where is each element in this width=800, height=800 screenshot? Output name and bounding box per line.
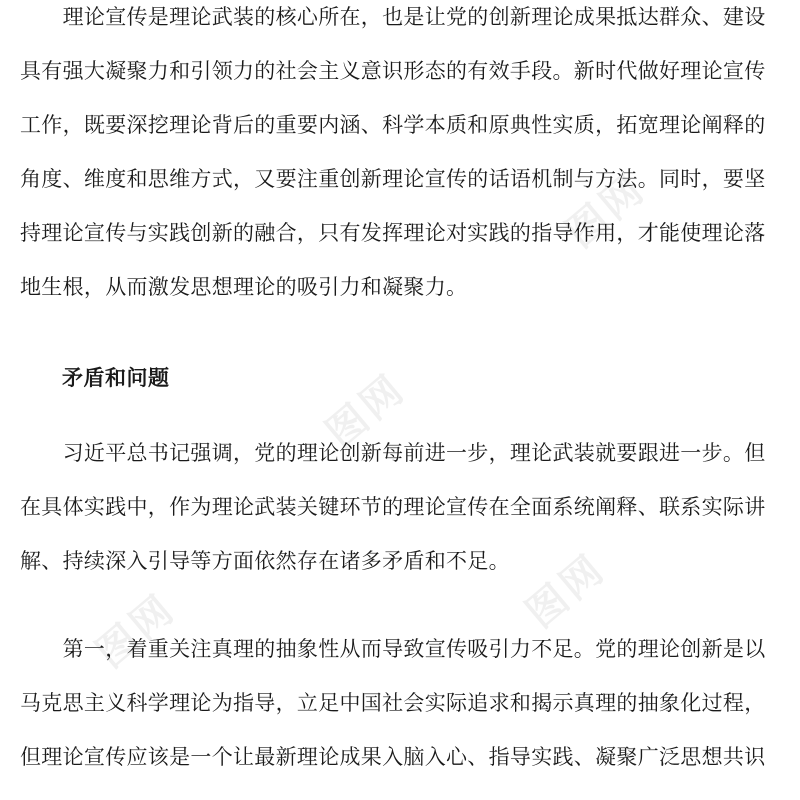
watermark: 图网 bbox=[317, 365, 415, 458]
text-line: 马克思主义科学理论为指导，立足中国社会实际追求和揭示真理的抽象化过程， bbox=[20, 691, 766, 715]
text-line: 理论宣传是理论武装的核心所在，也是让党的创新理论成果抵达群众、建设 bbox=[20, 5, 766, 29]
section-heading: 矛盾和问题 bbox=[62, 366, 170, 390]
text-line: 习近平总书记强调，党的理论创新每前进一步，理论武装就要跟进一步。但 bbox=[20, 441, 766, 465]
text-line: 解、持续深入引导等方面依然存在诸多矛盾和不足。 bbox=[20, 549, 510, 573]
text-line: 地生根，从而激发思想理论的吸引力和凝聚力。 bbox=[20, 275, 468, 299]
text-line: 持理论宣传与实践创新的融合，只有发挥理论对实践的指导作用，才能使理论落 bbox=[20, 221, 766, 245]
paragraph-problems bbox=[20, 426, 782, 588]
text-line: 第一，着重关注真理的抽象性从而导致宣传吸引力不足。党的理论创新是以 bbox=[20, 637, 766, 661]
paragraph-intro bbox=[20, 0, 782, 314]
text-line: 工作，既要深挖理论背后的重要内涵、科学本质和原典性实质，拓宽理论阐释的 bbox=[20, 113, 766, 137]
watermark: 图网 bbox=[517, 545, 615, 638]
watermark: 图网 bbox=[557, 165, 655, 258]
text-line: 具有强大凝聚力和引领力的社会主义意识形态的有效手段。新时代做好理论宣传 bbox=[20, 59, 766, 83]
text-line: 角度、维度和思维方式，又要注重创新理论宣传的话语机制与方法。同时，要坚 bbox=[20, 167, 766, 191]
paragraph-first-point bbox=[20, 622, 782, 784]
text-line: 在具体实践中，作为理论武装关键环节的理论宣传在全面系统阐释、联系实际讲 bbox=[20, 495, 766, 519]
text-line: 但理论宣传应该是一个让最新理论成果入脑入心、指导实践、凝聚广泛思想共识 bbox=[20, 745, 766, 769]
watermark: 图网 bbox=[87, 585, 185, 678]
